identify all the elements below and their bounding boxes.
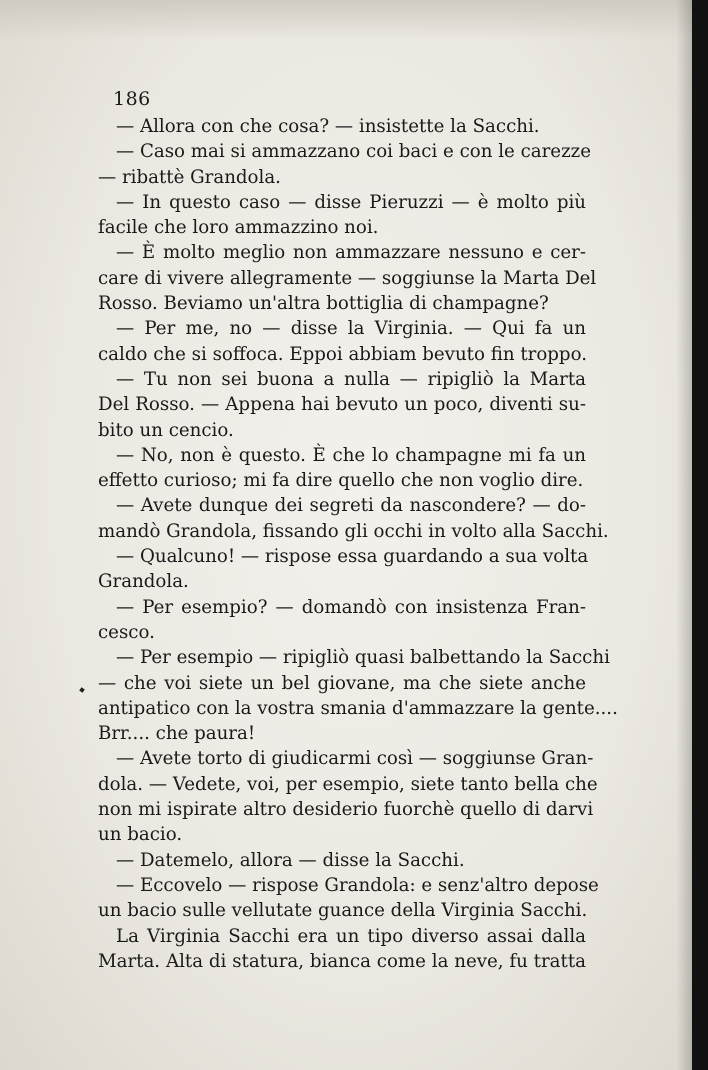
page-gutter-shadow (676, 0, 692, 1070)
page-number: 186 (113, 88, 151, 110)
text-line: care di vivere allegramente — soggiunse la Marta Del (98, 267, 597, 289)
text-line: bito un cencio. (98, 419, 234, 441)
page-text-body (98, 114, 618, 974)
text-line: — Per esempio? — domandò con insistenza Fran- (116, 596, 586, 618)
text-line: Brr.... che paura! (98, 723, 256, 745)
text-line: — Tu non sei buona a nulla — ripigliò la Marta (116, 368, 586, 390)
text-line: — Avete dunque dei segreti da nascondere? — do- (116, 495, 586, 517)
text-line: un bacio. (98, 824, 183, 846)
page-top-shadow (0, 0, 708, 40)
margin-ink-mark (79, 687, 85, 693)
text-line: — Per esempio — ripigliò quasi balbettando la Sacchi (116, 647, 610, 669)
text-line: — Per me, no — disse la Virginia. — Qui fa un (116, 318, 586, 340)
text-line: — Avete torto di giudicarmi così — soggiunse Gran- (116, 748, 594, 770)
text-line: Grandola. (98, 571, 189, 593)
text-line: caldo che si soffoca. Eppoi abbiam bevuto fin troppo. (98, 343, 587, 365)
text-line: un bacio sulle vellutate guance della Virginia Sacchi. (98, 900, 588, 922)
text-line: dola. — Vedete, voi, per esempio, siete tanto bella che (98, 773, 598, 795)
text-line: effetto curioso; mi fa dire quello che non voglio dire. (98, 470, 584, 492)
text-line: — Eccovelo — rispose Grandola: e senz'altro depose (116, 874, 599, 896)
text-line: — Caso mai si ammazzano coi baci e con le carezze (116, 141, 591, 163)
text-line: non mi ispirate altro desiderio fuorchè quello di darvi (98, 799, 594, 821)
text-line: — Allora con che cosa? — insistette la Sacchi. (116, 116, 540, 137)
text-line: cesco. (98, 621, 155, 643)
text-line: facile che loro ammazzino noi. (98, 217, 379, 239)
text-line: antipatico con la vostra smania d'ammazzare la gente.... (98, 697, 618, 719)
text-line: La Virginia Sacchi era un tipo diverso assai dalla (116, 925, 586, 947)
text-line: Rosso. Beviamo un'altra bottiglia di champagne? (98, 293, 549, 315)
text-line: Marta. Alta di statura, bianca come la neve, fu tratta (98, 950, 586, 972)
text-line: — In questo caso — disse Pieruzzi — è molto più (116, 191, 586, 213)
text-line: mandò Grandola, fissando gli occhi in volto alla Sacchi. (98, 520, 609, 542)
text-line: Del Rosso. — Appena hai bevuto un poco, diventi su- (98, 394, 586, 416)
text-line: — Qualcuno! — rispose essa guardando a sua volta (116, 546, 589, 568)
text-line: — ribattè Grandola. (98, 166, 281, 188)
page-right-border (692, 0, 708, 1070)
text-line: — No, non è questo. È che lo champagne mi fa un (116, 444, 586, 466)
text-line: — Datemelo, allora — disse la Sacchi. (116, 849, 465, 871)
text-line: — che voi siete un bel giovane, ma che siete anche (98, 672, 586, 694)
text-line: — È molto meglio non ammazzare nessuno e cer- (116, 242, 586, 264)
